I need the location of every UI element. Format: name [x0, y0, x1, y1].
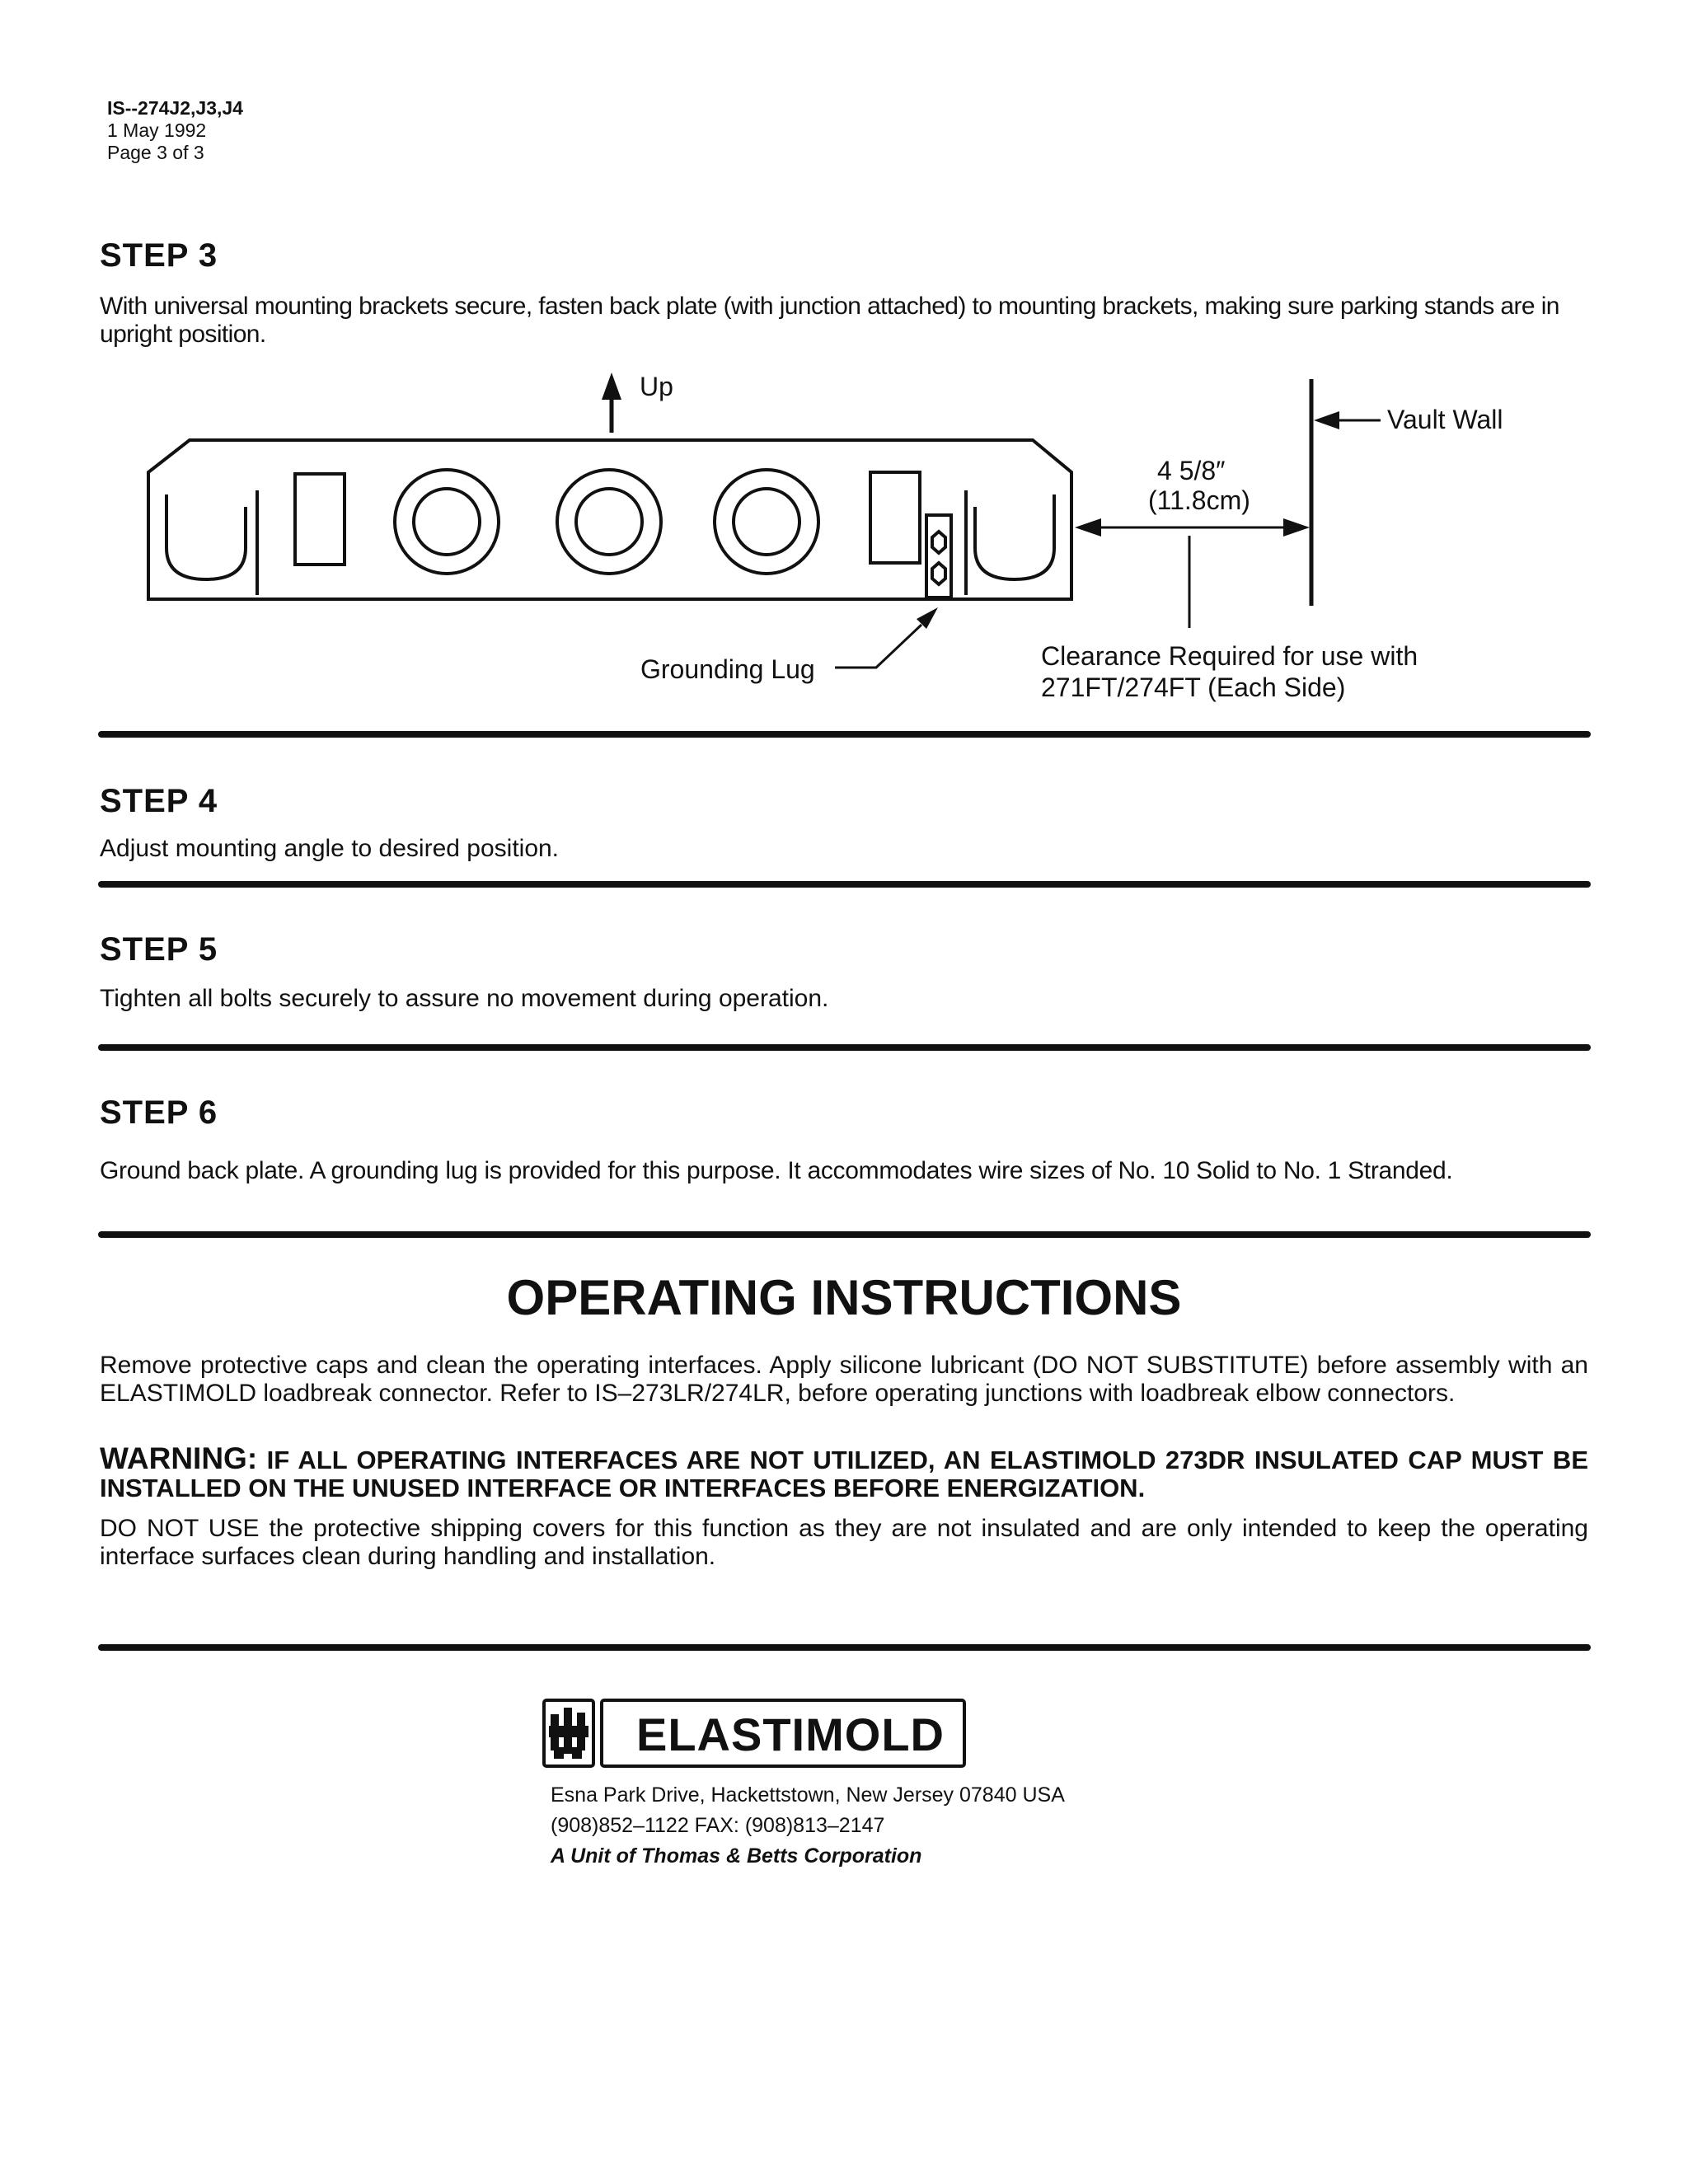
section-divider: [98, 731, 1591, 738]
section-divider: [98, 1231, 1591, 1238]
step4-text: Adjust mounting angle to desired position.: [100, 835, 560, 862]
clearance-dimension: [1075, 518, 1310, 628]
vault-wall-label: Vault Wall: [1387, 405, 1503, 434]
step6-title: STEP 6: [100, 1094, 218, 1131]
document-date: 1 May 1992: [107, 120, 207, 141]
grounding-lug: [926, 515, 951, 598]
brand-name: ELASTIMOLD: [636, 1708, 945, 1760]
section-divider: [98, 881, 1591, 888]
grounding-lug-label: Grounding Lug: [640, 654, 815, 684]
step3-title: STEP 3: [100, 237, 218, 274]
step5-text: Tighten all bolts securely to assure no movement during operation.: [100, 985, 829, 1012]
clearance-label-line1: Clearance Required for use with: [1041, 641, 1418, 671]
clearance-label-line2: 271FT/274FT (Each Side): [1041, 673, 1346, 702]
step4-title: STEP 4: [100, 783, 218, 819]
operating-paragraph-1: Remove protective caps and clean the operating interfaces. Apply silicone lubricant (DO NOT SUBSTITUTE) before assembly with an ELASTIMOLD loadbreak connector. Refer to IS–273LR/274LR, before operating junctions with loadbreak elbow connectors.: [100, 1352, 1588, 1407]
company-address: Esna Park Drive, Hackettstown, New Jersey 07840 USA: [551, 1783, 1065, 1807]
vault-wall-arrow-icon: [1314, 411, 1381, 429]
warning-label: WARNING:: [100, 1441, 258, 1475]
step3-text: With universal mounting brackets secure, fasten back plate (with junction attached) to mounting brackets, making sure parking stands are in upright position.: [100, 293, 1559, 348]
document-id: IS--274J2,J3,J4: [107, 97, 243, 119]
company-phone: (908)852–1122 FAX: (908)813–2147: [551, 1814, 885, 1837]
section-divider: [98, 1644, 1591, 1651]
operating-paragraph-2: DO NOT USE the protective shipping covers for this function as they are not insulated and are only intended to keep the operating interface surfaces clean during handling and installation.: [100, 1515, 1588, 1570]
up-label: Up: [640, 372, 673, 401]
warning-block: [100, 1441, 1588, 1502]
dimension-inches: 4 5/8″: [1157, 456, 1226, 485]
dimension-cm: (11.8cm): [1148, 485, 1250, 515]
step6-text: Ground back plate. A grounding lug is provided for this purpose. It accommodates wire sizes of No. 10 Solid to No. 1 Stranded.: [100, 1157, 1453, 1184]
page-number: Page 3 of 3: [107, 142, 204, 163]
elastimold-logo: [542, 1696, 971, 1774]
operating-instructions-title: OPERATING INSTRUCTIONS: [506, 1270, 1182, 1325]
step5-title: STEP 5: [100, 931, 218, 968]
company-tagline: A Unit of Thomas & Betts Corporation: [551, 1844, 922, 1868]
up-arrow-icon: [602, 373, 621, 433]
section-divider: [98, 1044, 1591, 1051]
grounding-lug-leader: [835, 607, 938, 668]
warning-text: IF ALL OPERATING INTERFACES ARE NOT UTILIZED, AN ELASTIMOLD 273DR INSULATED CAP MUST BE INSTALLED ON THE UNUSED INTERFACE OR INTERFACES BEFORE ENERGIZATION.: [100, 1446, 1588, 1502]
